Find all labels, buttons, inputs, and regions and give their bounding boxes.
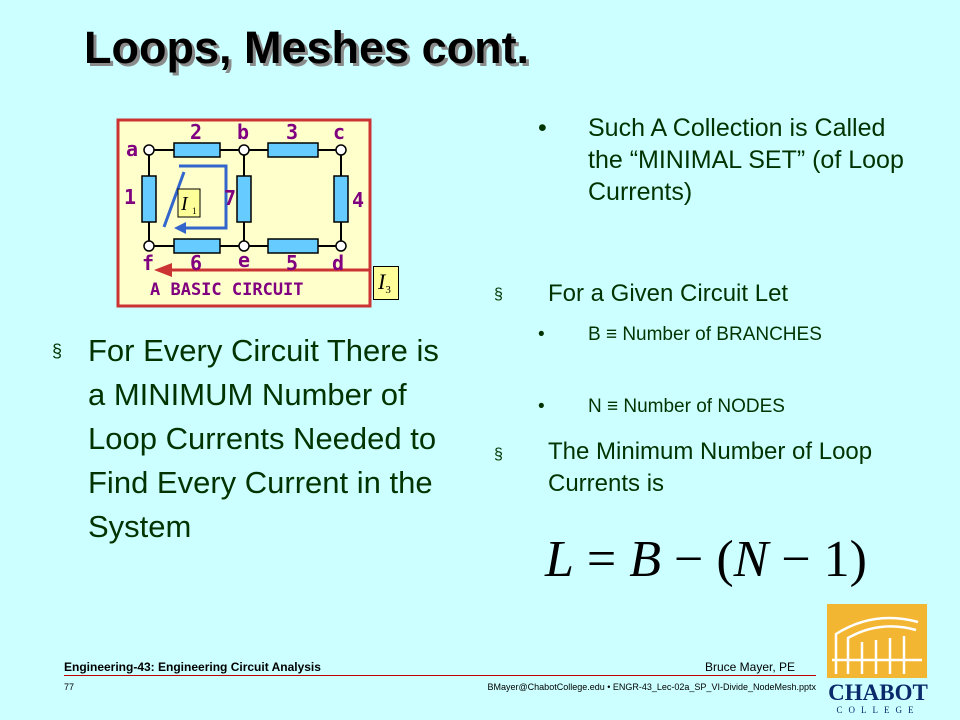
node-b-label: b	[237, 120, 250, 144]
nodes-definition: N ≡ Number of NODES	[588, 396, 785, 417]
resistor-7	[237, 176, 251, 222]
square-bullet-icon: §	[52, 341, 63, 361]
node-c-label: c	[333, 120, 346, 144]
loop-i3-label-box	[373, 266, 399, 300]
formula-n: N	[733, 531, 769, 588]
bullet-dot: •	[538, 396, 545, 417]
footer-author: Bruce Mayer, PE	[705, 660, 796, 674]
branch-5-label: 5	[286, 251, 299, 275]
page-number: 77	[64, 682, 75, 692]
formula-l: L	[545, 531, 574, 588]
loop-count-formula	[545, 530, 867, 589]
minimum-loops-text: The Minimum Number of Loop Currents is	[548, 438, 873, 497]
loop-i3-label: I	[378, 269, 386, 294]
formula-b: B	[629, 531, 662, 588]
branch-6-label: 6	[190, 251, 203, 275]
branch-1-label: 1	[124, 185, 137, 209]
square-bullet-icon: §	[494, 446, 503, 463]
loop-i1-label: I	[181, 193, 188, 215]
node-d-label: d	[332, 251, 345, 275]
bullet-dot: •	[538, 324, 545, 345]
footer-rule	[64, 675, 816, 676]
resistor-2	[174, 143, 220, 157]
branch-3-label: 3	[286, 120, 299, 144]
bullet-dot: •	[538, 114, 547, 142]
given-circuit-text: For a Given Circuit Let	[548, 280, 789, 307]
circuit-caption: A BASIC CIRCUIT	[150, 280, 304, 300]
node-a-label: a	[126, 137, 139, 161]
footer-file: BMayer@ChabotCollege.edu • ENGR-43_Lec-02a_SP_VI-Divide_NodeMesh.pptx	[487, 682, 816, 692]
basic-circuit-diagram	[100, 112, 400, 312]
branch-2-label: 2	[190, 120, 203, 144]
branch-4-label: 4	[352, 188, 365, 212]
formula-minus: − (	[661, 531, 734, 588]
logo-name: CHABOT	[828, 680, 928, 705]
formula-eq: =	[573, 531, 630, 588]
slide-title: Loops, Meshes cont.	[84, 22, 530, 73]
branch-7-label: 7	[224, 186, 237, 210]
resistor-3	[268, 143, 318, 157]
footer-course: Engineering-43: Engineering Circuit Analysis	[64, 660, 321, 674]
logo-sub: COLLEGE	[836, 705, 920, 715]
node-e-label: e	[238, 248, 251, 272]
loop-i3-sub: 3	[385, 284, 391, 296]
minimal-set-text: Such A Collection is Called the “MINIMAL SET” (of Loop Currents)	[588, 114, 904, 206]
square-bullet-icon: §	[494, 286, 503, 303]
resistor-4	[334, 176, 348, 222]
branches-definition: B ≡ Number of BRANCHES	[588, 324, 822, 345]
node-f-label: f	[142, 251, 155, 275]
loop-i1-sub: 1	[192, 206, 197, 216]
formula-tail: − 1)	[768, 531, 868, 588]
resistor-1	[142, 176, 156, 222]
minimum-loop-currents-text: For Every Circuit There is a MINIMUM Number of Loop Currents Needed to Find Every Current in the System	[88, 333, 439, 544]
